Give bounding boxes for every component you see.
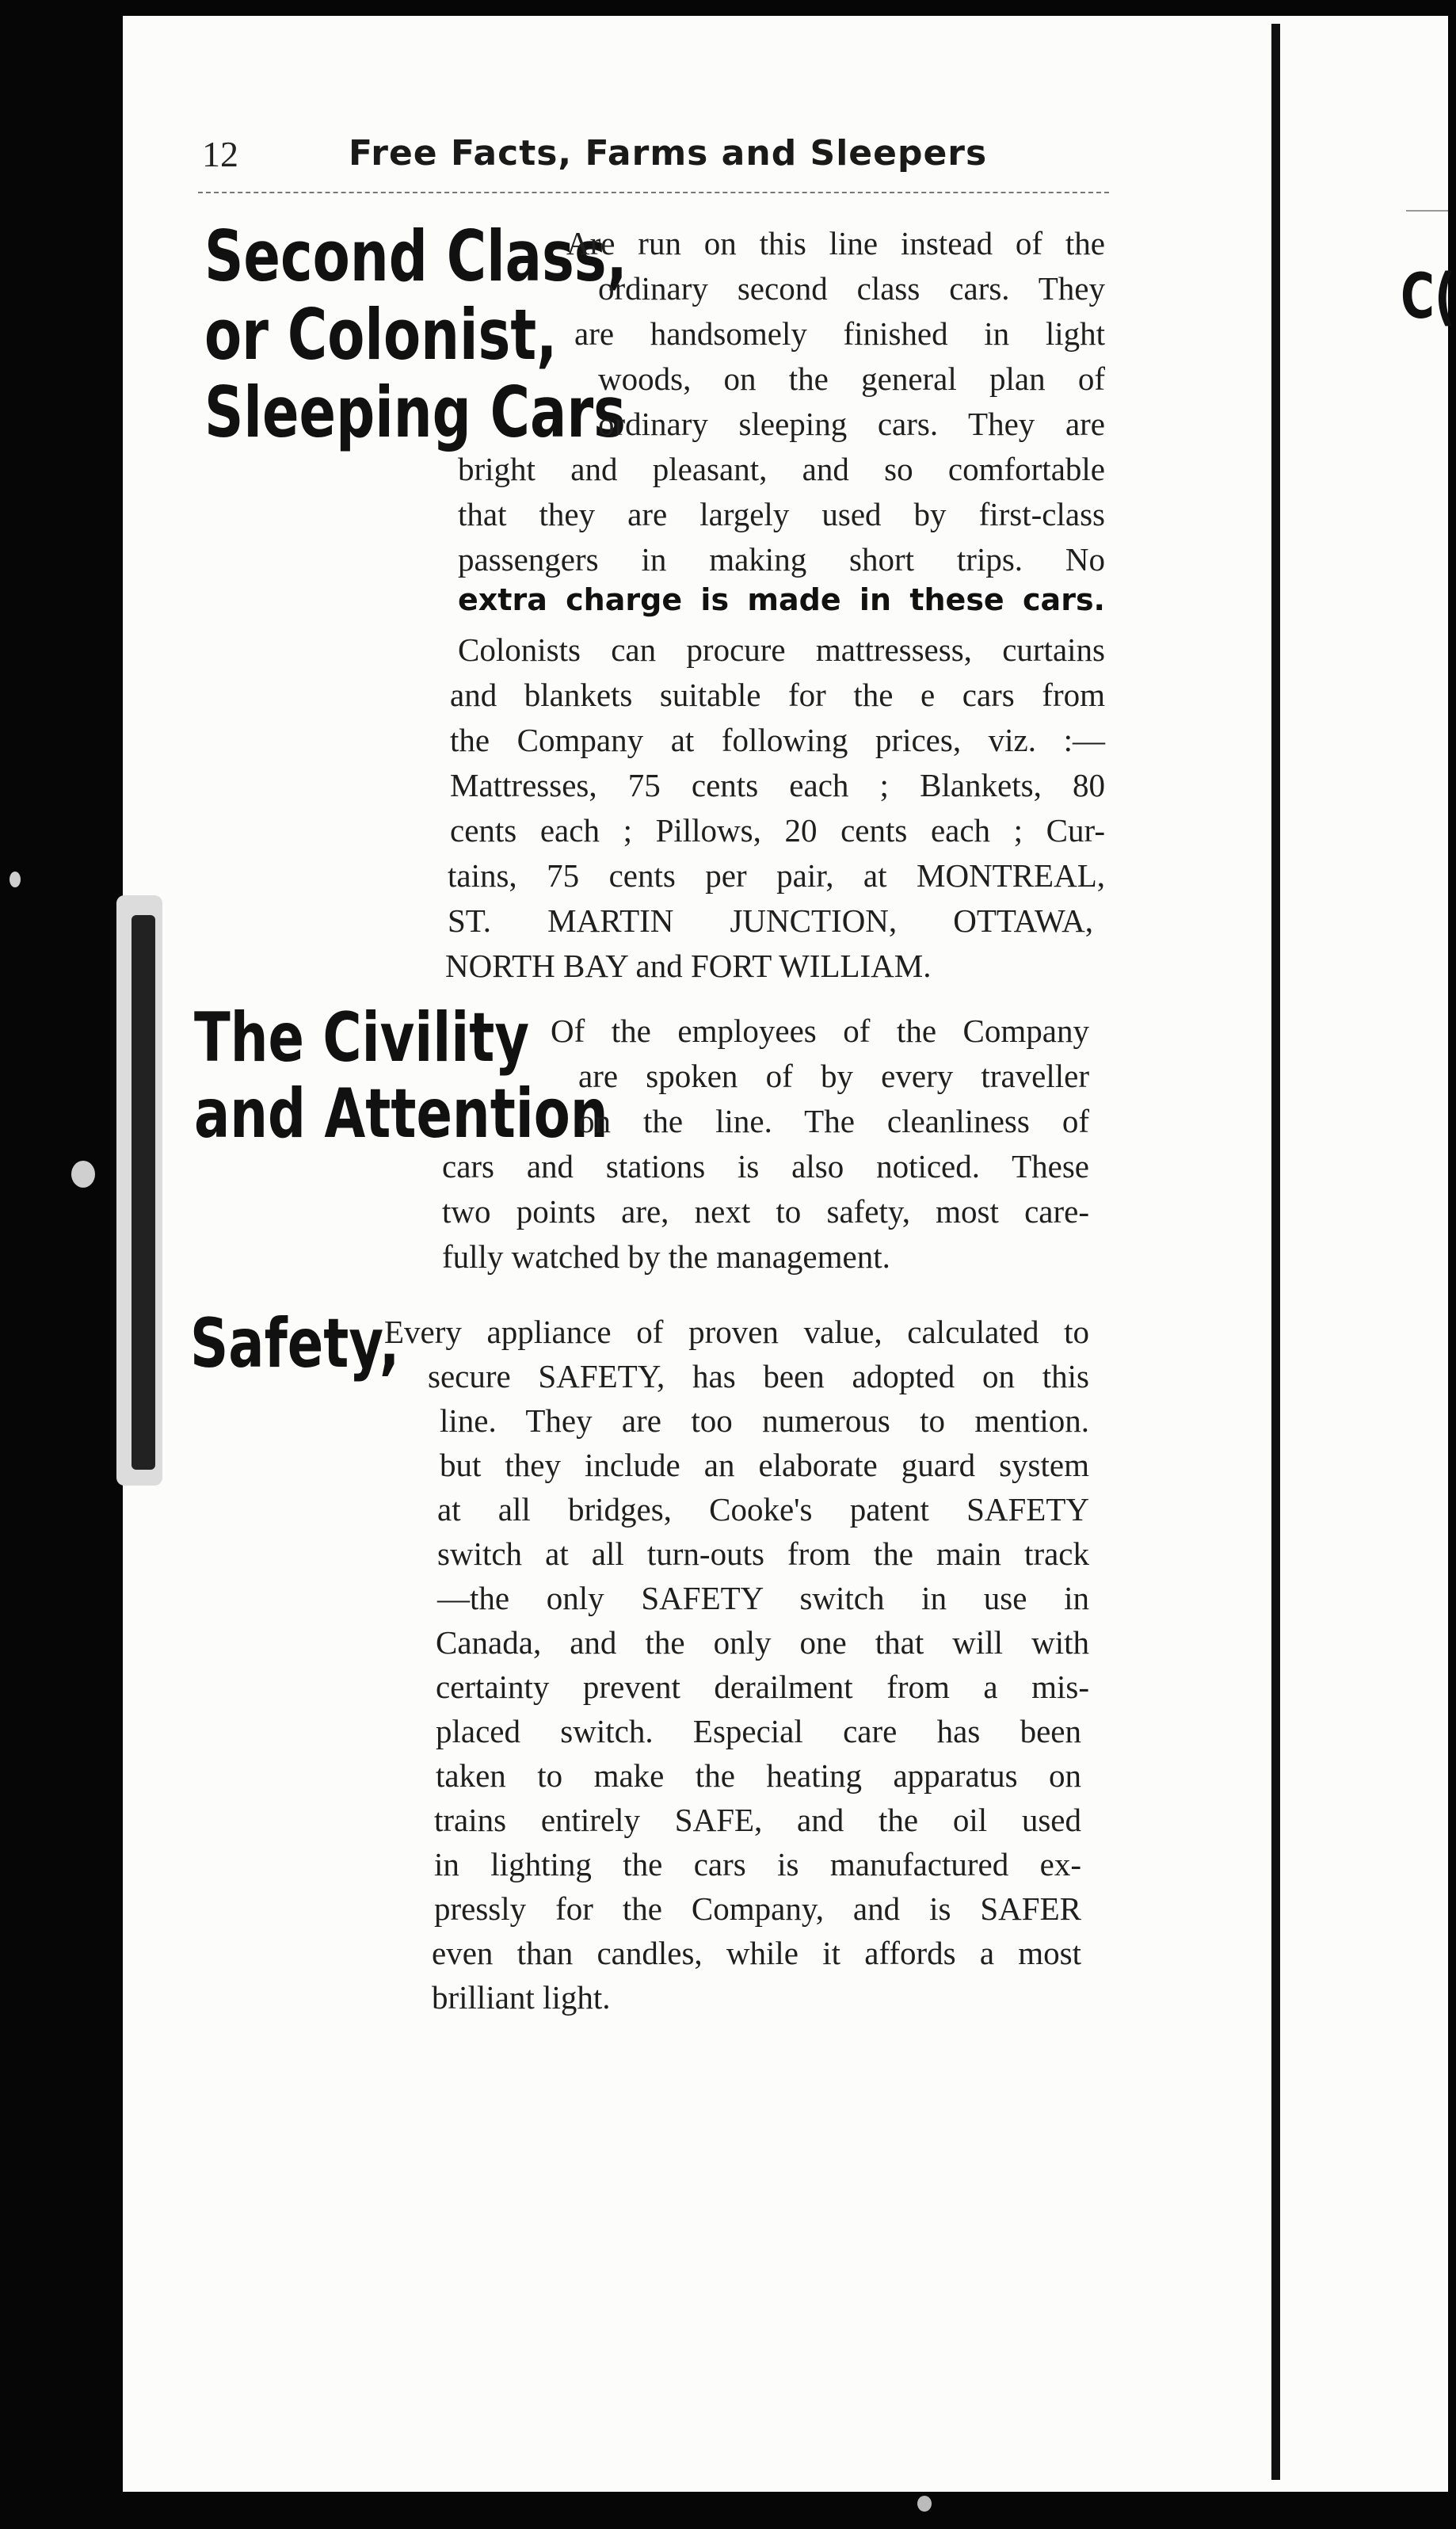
scan-speck [10,872,21,887]
body-line: are handsomely finished in light [574,315,1105,352]
body-line: NORTH BAY and FORT WILLIAM. [445,948,932,984]
scan-speck [917,2496,932,2512]
body-line: switch at all turn-outs from the main track [437,1535,1089,1572]
body-line: the Company at following prices, viz. :— [450,722,1105,758]
header-rule [198,192,1109,193]
facing-page-rule [1406,210,1448,212]
body-line: on the line. The cleanliness of [578,1103,1089,1139]
section-heading-line: Safety, [190,1304,400,1383]
body-line: pressly for the Company, and is SAFER [434,1890,1081,1927]
body-line: and blankets suitable for the e cars from [450,677,1105,713]
section-heading-line: The Civility [194,998,530,1078]
running-title: Free Facts, Farms and Sleepers [349,133,988,174]
body-line: that they are largely used by first-class [458,496,1105,532]
body-line: Mattresses, 75 cents each ; Blankets, 80 [450,767,1105,803]
body-line: placed switch. Especial care has been [436,1713,1081,1749]
body-line: brilliant light. [432,1979,611,2016]
facing-page [1267,16,1448,2492]
body-line: certainty prevent derailment from a mis- [436,1669,1089,1705]
body-line: taken to make the heating apparatus on [436,1757,1081,1794]
body-line: ordinary second class cars. They [598,270,1105,307]
body-line: Are run on this line instead of the [566,225,1105,261]
body-line: at all bridges, Cooke's patent SAFETY [437,1491,1089,1528]
body-line: woods, on the general plan of [598,360,1105,397]
body-line: tains, 75 cents per pair, at MONTREAL, [448,857,1105,894]
section-heading-safety [190,1306,399,1382]
body-line: cents each ; Pillows, 20 cents each ; Cur- [450,812,1105,849]
binding-tab-inner [131,915,155,1470]
facing-page-heading: C( [1401,261,1456,333]
section-heading-line: or Colonist, [204,293,558,376]
body-line: Every appliance of proven value, calculated to [384,1314,1089,1350]
body-line: Of the employees of the Company [551,1013,1089,1049]
page-number: 12 [202,134,238,174]
body-line: cars and stations is also noticed. These [442,1148,1089,1184]
body-line: are spoken of by every traveller [578,1058,1089,1094]
body-line: two points are, next to safety, most care- [442,1193,1089,1230]
body-line: secure SAFETY, has been adopted on this [428,1358,1089,1394]
section-heading-civility [194,1000,608,1153]
body-line-emphasis: extra charge is made in these cars. [458,582,1105,617]
body-line: Colonists can procure mattressess, curtains [458,631,1105,668]
body-line: in lighting the cars is manufactured ex- [434,1846,1081,1882]
section-heading-sleeping-cars [204,218,627,452]
body-line: ST. MARTIN JUNCTION, OTTAWA, [448,902,1093,939]
body-line: bright and pleasant, and so comfortable [458,451,1105,487]
scan-speck [71,1161,95,1188]
body-line: fully watched by the management. [442,1238,890,1275]
section-heading-line: and Attention [194,1074,608,1154]
section-heading-line: Second Class, [204,216,627,297]
body-line: line. They are too numerous to mention. [440,1402,1089,1439]
body-line: but they include an elaborate guard system [440,1447,1089,1483]
body-line: passengers in making short trips. No [458,541,1105,578]
body-line: even than candles, while it affords a most [432,1935,1081,1971]
section-heading-line: Sleeping Cars [204,372,627,454]
body-line: ordinary sleeping cars. They are [598,406,1105,442]
page-gutter [1271,24,1280,2480]
body-line: trains entirely SAFE, and the oil used [434,1802,1081,1838]
body-line: Canada, and the only one that will with [436,1624,1089,1661]
body-line: —the only SAFETY switch in use in [437,1580,1089,1616]
